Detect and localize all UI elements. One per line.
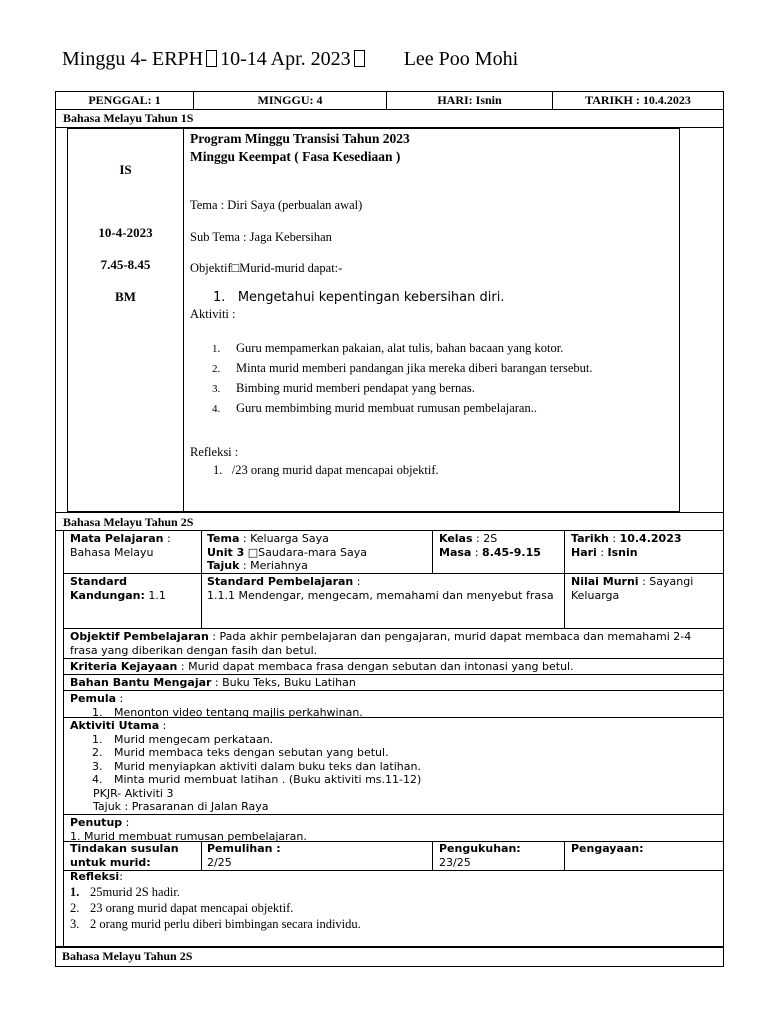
list-item: 3. Murid menyiapkan aktiviti dalam buku teks dan latihan.: [92, 759, 421, 773]
info-tarikh: TARIKH : 10.4.2023: [552, 91, 724, 110]
kriteria-kejayaan-cell: Kriteria Kejayaan : Murid dapat membaca frasa dengan sebutan dan intonasi yang betul.: [63, 658, 724, 675]
pengayaan-cell: Pengayaan:: [564, 841, 724, 871]
section1-aktiviti-list: [212, 339, 592, 419]
section1-time: 7.45-8.45: [100, 257, 151, 272]
list-item: 1. Murid mengecam perkataan.: [92, 732, 274, 746]
tema-cell: Tema : Keluarga Saya Unit 3 □Saudara-mara Saya Tajuk : Meriahnya: [201, 530, 433, 574]
pkjr-text: PKJR- Aktiviti 3: [93, 786, 174, 800]
section1-refleksi-label: Refleksi :: [190, 445, 239, 459]
kelas-cell: Kelas : 2S Masa : 8.45-9.15: [432, 530, 565, 574]
penutup-cell: Penutup : 1. Murid membuat rumusan pembelajaran.: [63, 814, 724, 842]
header-dates: 10-14 Apr. 2023: [220, 48, 351, 70]
info-minggu: MINGGU: 4: [193, 91, 387, 110]
header-teacher: Lee Poo Mohi: [403, 48, 519, 70]
list-item: 3. 2 orang murid perlu diberi bimbingan secara individu.: [70, 917, 361, 931]
standard-pembelajaran-cell: Standard Pembelajaran : 1.1.1 Mendengar, mengecam, memahami dan menyebut frasa: [201, 573, 565, 629]
missing-glyph-icon: [354, 50, 365, 67]
header-week: Minggu 4- ERPH: [62, 48, 204, 70]
list-item: 1. 25murid 2S hadir.: [70, 885, 180, 899]
pkjr-tajuk: Tajuk : Prasaranan di Jalan Raya: [93, 800, 269, 813]
list-item: 3. Bimbing murid memberi pendapat yang bernas.: [212, 381, 475, 395]
section1-refleksi-item: 1. /23 orang murid dapat mencapai objektif.: [213, 463, 439, 477]
nilai-murni-cell: Nilai Murni : Sayangi Keluarga: [564, 573, 724, 629]
section1-aktiviti-label: Aktiviti :: [190, 307, 236, 321]
section3-rule: [55, 946, 724, 948]
list-item: 1. Guru mempamerkan pakaian, alat tulis, bahan bacaan yang kotor.: [212, 341, 564, 355]
section1-heading: Bahasa Melayu Tahun 1S: [55, 109, 724, 128]
bahan-bantu-cell: Bahan Bantu Mengajar : Buku Teks, Buku Latihan: [63, 674, 724, 691]
document-header: [62, 48, 518, 71]
mata-pelajaran-cell: Mata Pelajaran : Bahasa Melayu: [63, 530, 202, 574]
section3-heading: Bahasa Melayu Tahun 2S: [62, 949, 193, 963]
list-item: 2. 23 orang murid dapat mencapai objektif.: [70, 901, 294, 915]
section1-class: IS: [119, 162, 132, 177]
list-item: 4. Guru membimbing murid membuat rumusan pembelajaran..: [212, 401, 537, 415]
section1-frame: [67, 128, 680, 512]
pengukuhan-cell: Pengukuhan: 23/25: [432, 841, 565, 871]
section1-subtema: Sub Tema : Jaga Kebersihan: [190, 230, 332, 244]
objektif-pembelajaran-cell: Objektif Pembelajaran : Pada akhir pembelajaran dan pengajaran, murid dapat membaca dan memahami 2-4 frasa yang diberikan dengan fasih dan betul.: [63, 628, 724, 659]
tindakan-susulan-cell: Tindakan susulan untuk murid:: [63, 841, 202, 871]
section1-objektif-item: 1. Mengetahui kepentingan kebersihan diri.: [213, 290, 505, 305]
aktiviti-utama-cell: Aktiviti Utama : 1. Murid mengecam perkataan. 2. Murid membaca teks dengan sebutan yang betul. 3. Murid menyiapkan aktiviti dalam buku teks dan latihan. 4. Minta murid membuat latihan . (Buku aktiviti ms.11-12) PKJR- Aktiviti 3 Tajuk : Prasaranan di Jalan Raya: [63, 717, 724, 815]
info-hari: HARI: Isnin: [386, 91, 553, 110]
list-item: 4. Minta murid membuat latihan . (Buku aktiviti ms.11-12): [92, 773, 422, 786]
info-row: [55, 91, 724, 110]
missing-glyph-icon: [206, 50, 217, 67]
list-item: 2. Minta murid memberi pandangan jika mereka diberi barangan tersebut.: [212, 361, 593, 375]
section1-objektif: Objektif□Murid-murid dapat:-: [190, 261, 343, 275]
info-penggal: PENGGAL: 1: [55, 91, 194, 110]
section1-title2: Minggu Keempat ( Fasa Kesediaan ): [190, 149, 401, 164]
pemula-cell: Pemula : 1. Menonton video tentang majlis perkahwinan.: [63, 690, 724, 718]
section1-title1: Program Minggu Transisi Tahun 2023: [190, 131, 410, 146]
section1-subject: BM: [115, 289, 136, 304]
pemulihan-cell: Pemulihan : 2/25: [201, 841, 433, 871]
tarikh-cell: Tarikh : 10.4.2023 Hari : Isnin: [564, 530, 724, 574]
standard-kandungan-cell: Standard Kandungan: 1.1: [63, 573, 202, 629]
refleksi-label: Refleksi:: [70, 870, 123, 883]
section1-tema: Tema : Diri Saya (perbualan awal): [190, 198, 363, 212]
refleksi-list: [70, 884, 361, 932]
section2-heading: Bahasa Melayu Tahun 2S: [55, 512, 724, 531]
section1-date: 10-4-2023: [98, 225, 153, 240]
section1-divider: [183, 128, 184, 512]
list-item: 2. Murid membaca teks dengan sebutan yang betul.: [92, 746, 389, 759]
